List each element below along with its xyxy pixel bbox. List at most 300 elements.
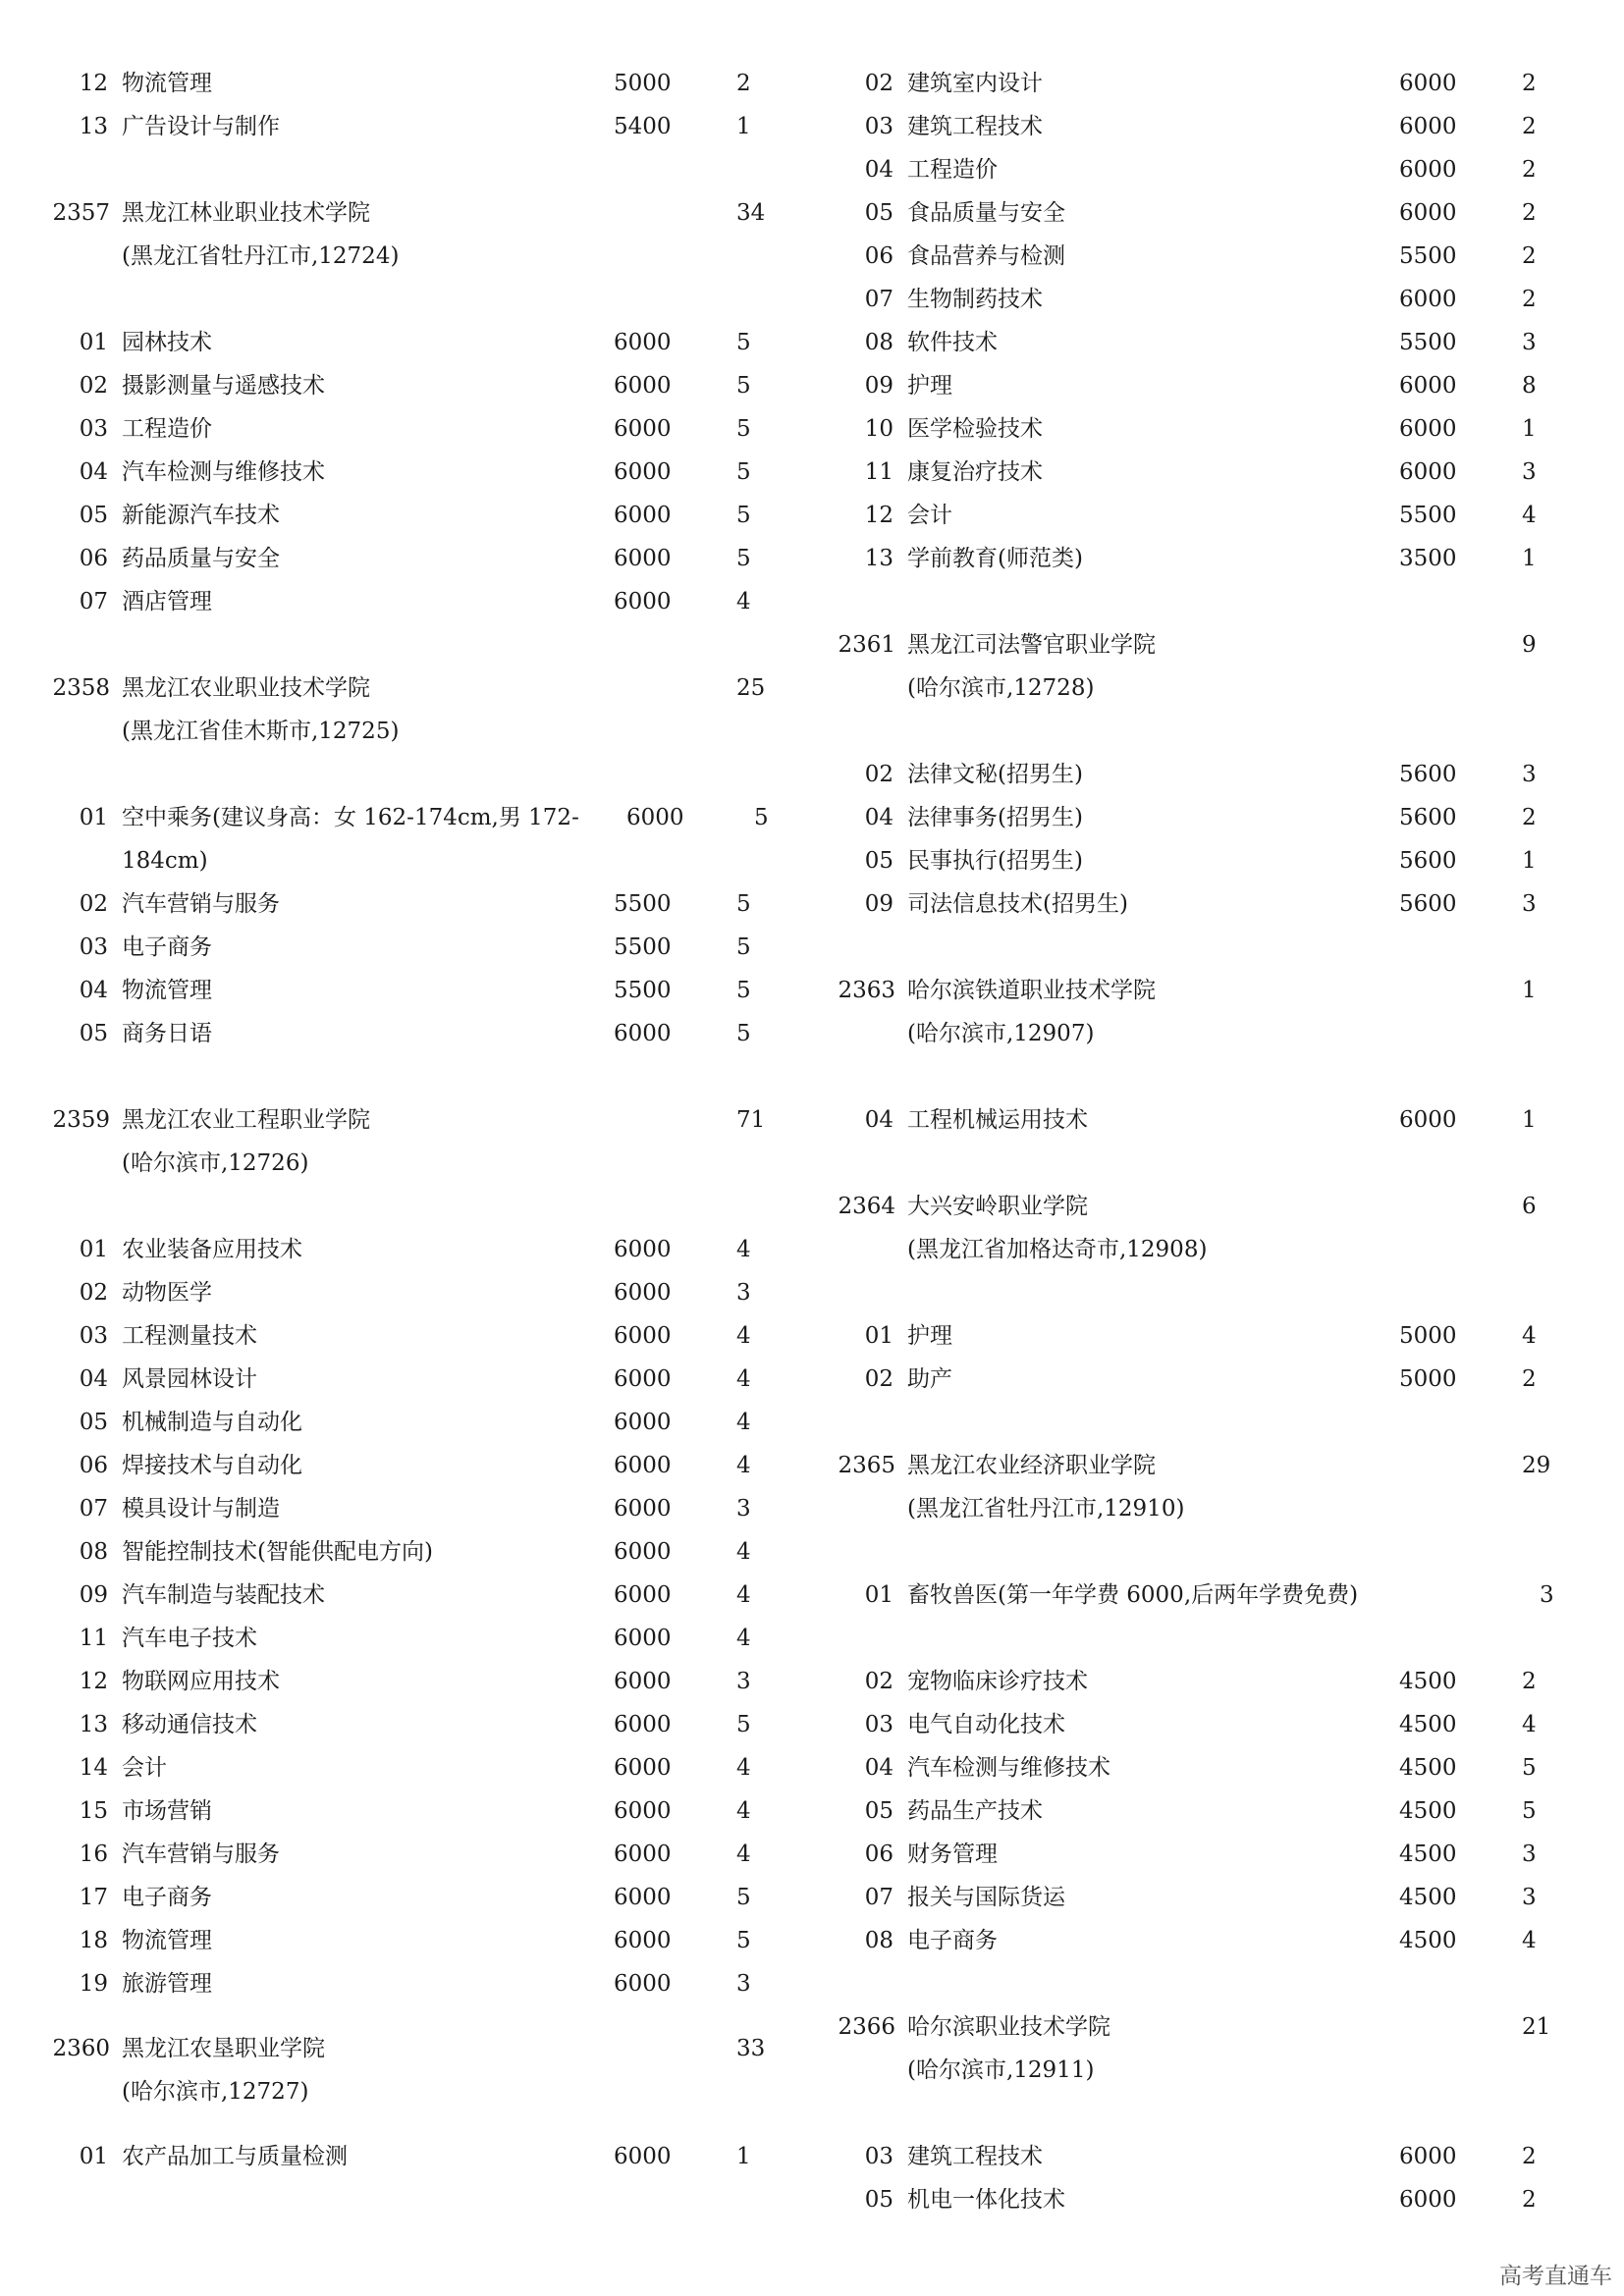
tuition-fee: 4500 <box>1399 1755 1457 1781</box>
major-code: 01 <box>79 2144 108 2169</box>
major-name: 汽车电子技术 <box>122 1626 257 1651</box>
major-code: 04 <box>864 805 893 830</box>
school-total-quota: 34 <box>736 200 766 226</box>
tuition-fee: 6000 <box>614 1971 672 1997</box>
school-code: 2360 <box>52 2036 110 2061</box>
school-row <box>825 1185 1571 1271</box>
enrollment-quota: 5 <box>736 373 751 399</box>
tuition-fee: 5600 <box>1399 762 1457 787</box>
spacer <box>825 2092 1571 2135</box>
school-location: (黑龙江省牡丹江市,12910) <box>907 1496 1185 1522</box>
tuition-fee: 6000 <box>614 416 672 442</box>
enrollment-quota: 2 <box>1522 114 1537 139</box>
enrollment-quota: 2 <box>1522 805 1537 830</box>
enrollment-quota: 4 <box>736 1582 751 1608</box>
major-name: 畜牧兽医(第一年学费 6000,后两年学费免费) <box>907 1582 1359 1608</box>
major-row <box>39 1833 785 1876</box>
school-code: 2364 <box>838 1194 895 1219</box>
major-code: 04 <box>864 157 893 183</box>
tuition-fee: 6000 <box>1399 416 1457 442</box>
major-name: 工程造价 <box>907 157 998 183</box>
major-code: 07 <box>864 1885 893 1910</box>
spacer <box>39 278 785 321</box>
tuition-fee: 6000 <box>614 1496 672 1522</box>
tuition-fee: 5500 <box>614 978 672 1003</box>
major-name: 汽车检测与维修技术 <box>122 459 325 485</box>
major-row <box>825 2178 1571 2221</box>
enrollment-quota: 3 <box>736 1280 751 1306</box>
enrollment-quota: 5 <box>736 459 751 485</box>
enrollment-quota: 4 <box>736 1755 751 1781</box>
major-row <box>39 494 785 537</box>
major-name: 生物制药技术 <box>907 287 1043 312</box>
school-code: 2357 <box>52 200 110 226</box>
spacer <box>39 623 785 667</box>
enrollment-quota: 5 <box>736 1712 751 1737</box>
school-code: 2359 <box>52 1107 110 1133</box>
major-row <box>825 537 1571 580</box>
major-code: 01 <box>864 1582 893 1608</box>
enrollment-quota: 5 <box>736 1021 751 1046</box>
major-row <box>825 839 1571 882</box>
enrollment-quota: 1 <box>1522 848 1537 874</box>
major-name: 电子商务 <box>907 1928 998 1953</box>
major-row <box>39 1703 785 1746</box>
major-row <box>825 148 1571 191</box>
major-name: 工程机械运用技术 <box>907 1107 1088 1133</box>
enrollment-quota: 4 <box>736 1539 751 1565</box>
enrollment-quota: 2 <box>1522 200 1537 226</box>
major-name: 工程造价 <box>122 416 212 442</box>
school-location: (哈尔滨市,12728) <box>907 675 1095 701</box>
school-location: (哈尔滨市,12726) <box>122 1150 309 1176</box>
major-name: 工程测量技术 <box>122 1323 257 1349</box>
major-row <box>39 1574 785 1617</box>
major-row <box>39 451 785 494</box>
tuition-fee: 6000 <box>614 2144 672 2169</box>
major-row <box>825 1098 1571 1142</box>
tuition-fee: 5000 <box>1399 1366 1457 1392</box>
major-name: 广告设计与制作 <box>122 114 280 139</box>
school-row <box>39 1098 785 1185</box>
major-name: 药品质量与安全 <box>122 546 280 571</box>
major-name: 农产品加工与质量检测 <box>122 2144 348 2169</box>
tuition-fee: 6000 <box>614 1928 672 1953</box>
school-name: 黑龙江农垦职业学院 <box>122 2036 325 2061</box>
tuition-fee: 6000 <box>1399 287 1457 312</box>
major-row <box>825 753 1571 796</box>
enrollment-quota: 3 <box>1522 330 1537 355</box>
major-name: 法律文秘(招男生) <box>907 762 1083 787</box>
enrollment-quota: 5 <box>754 805 769 830</box>
major-code: 05 <box>864 2187 893 2213</box>
major-code: 01 <box>79 1237 108 1262</box>
major-name: 机电一体化技术 <box>907 2187 1065 2213</box>
major-name: 司法信息技术(招男生) <box>907 891 1128 917</box>
tuition-fee: 6000 <box>1399 157 1457 183</box>
major-name: 物联网应用技术 <box>122 1669 280 1694</box>
major-code: 10 <box>864 416 893 442</box>
enrollment-quota: 3 <box>1522 1842 1537 1867</box>
school-row <box>825 623 1571 710</box>
major-name: 汽车营销与服务 <box>122 1842 280 1867</box>
major-name: 建筑室内设计 <box>907 71 1043 96</box>
spacer <box>825 1142 1571 1185</box>
major-row <box>825 494 1571 537</box>
enrollment-quota: 1 <box>736 2144 751 2169</box>
tuition-fee: 6000 <box>1399 459 1457 485</box>
tuition-fee: 4500 <box>1399 1798 1457 1824</box>
major-code: 11 <box>79 1626 108 1651</box>
major-row <box>825 2135 1571 2178</box>
major-name: 会计 <box>907 503 952 528</box>
tuition-fee: 6000 <box>626 805 684 830</box>
school-row <box>39 191 785 278</box>
major-code: 05 <box>79 503 108 528</box>
enrollment-quota: 4 <box>736 1410 751 1435</box>
school-name: 大兴安岭职业学院 <box>907 1194 1088 1219</box>
school-name: 黑龙江农业职业技术学院 <box>122 675 370 701</box>
school-code: 2358 <box>52 675 110 701</box>
enrollment-quota: 5 <box>736 546 751 571</box>
school-name: 哈尔滨职业技术学院 <box>907 2014 1110 2040</box>
major-row <box>825 1703 1571 1746</box>
school-total-quota: 33 <box>736 2036 766 2061</box>
tuition-fee: 6000 <box>1399 71 1457 96</box>
school-name: 黑龙江林业职业技术学院 <box>122 200 370 226</box>
major-code: 03 <box>79 934 108 960</box>
school-total-quota: 6 <box>1522 1194 1537 1219</box>
tuition-fee: 5500 <box>614 891 672 917</box>
major-code: 06 <box>79 546 108 571</box>
major-name: 新能源汽车技术 <box>122 503 280 528</box>
tuition-fee: 6000 <box>614 373 672 399</box>
school-total-quota: 9 <box>1522 632 1537 658</box>
enrollment-quota: 4 <box>1522 1928 1537 1953</box>
enrollment-quota: 2 <box>1522 157 1537 183</box>
tuition-fee: 4500 <box>1399 1842 1457 1867</box>
enrollment-quota: 1 <box>1522 546 1537 571</box>
major-code: 08 <box>79 1539 108 1565</box>
major-row <box>825 1919 1571 1962</box>
major-name: 智能控制技术(智能供配电方向) <box>122 1539 433 1565</box>
major-code: 03 <box>864 1712 893 1737</box>
major-code: 07 <box>864 287 893 312</box>
major-name: 学前教育(师范类) <box>907 546 1083 571</box>
tuition-fee: 6000 <box>614 459 672 485</box>
major-name: 焊接技术与自动化 <box>122 1453 302 1478</box>
tuition-fee: 3500 <box>1399 546 1457 571</box>
major-code: 02 <box>864 71 893 96</box>
major-code: 03 <box>79 1323 108 1349</box>
tuition-fee: 6000 <box>614 330 672 355</box>
school-code: 2365 <box>838 1453 895 1478</box>
major-name: 农业装备应用技术 <box>122 1237 302 1262</box>
tuition-fee: 5000 <box>1399 1323 1457 1349</box>
enrollment-quota: 3 <box>736 1971 751 1997</box>
enrollment-quota: 5 <box>736 978 751 1003</box>
tuition-fee: 6000 <box>614 1366 672 1392</box>
major-code: 08 <box>864 330 893 355</box>
major-code: 02 <box>864 1669 893 1694</box>
major-name: 园林技术 <box>122 330 212 355</box>
tuition-fee: 4500 <box>1399 1885 1457 1910</box>
tuition-fee: 6000 <box>1399 373 1457 399</box>
spacer <box>825 1401 1571 1444</box>
enrollment-quota: 4 <box>736 1237 751 1262</box>
major-code: 04 <box>864 1755 893 1781</box>
enrollment-quota: 3 <box>1522 459 1537 485</box>
tuition-fee: 6000 <box>614 1410 672 1435</box>
major-row <box>39 105 785 148</box>
major-name: 摄影测量与遥感技术 <box>122 373 325 399</box>
major-name: 护理 <box>907 1323 952 1349</box>
major-name: 汽车检测与维修技术 <box>907 1755 1110 1781</box>
major-code: 07 <box>79 589 108 614</box>
tuition-fee: 6000 <box>614 1626 672 1651</box>
tuition-fee: 6000 <box>614 1885 672 1910</box>
major-code: 12 <box>864 503 893 528</box>
school-total-quota: 25 <box>736 675 766 701</box>
major-code: 06 <box>79 1453 108 1478</box>
tuition-fee: 6000 <box>614 1237 672 1262</box>
school-code: 2361 <box>838 632 895 658</box>
major-name: 建筑工程技术 <box>907 2144 1043 2169</box>
major-name: 药品生产技术 <box>907 1798 1043 1824</box>
enrollment-quota: 1 <box>736 114 751 139</box>
spacer <box>825 1962 1571 2005</box>
major-name: 软件技术 <box>907 330 998 355</box>
major-code: 06 <box>864 1842 893 1867</box>
major-name: 电子商务 <box>122 1885 212 1910</box>
major-row <box>825 1574 1571 1660</box>
major-code: 17 <box>79 1885 108 1910</box>
spacer <box>39 1185 785 1228</box>
major-name: 动物医学 <box>122 1280 212 1306</box>
major-name: 食品质量与安全 <box>907 200 1065 226</box>
major-code: 11 <box>864 459 893 485</box>
major-name: 财务管理 <box>907 1842 998 1867</box>
enrollment-quota: 5 <box>736 891 751 917</box>
enrollment-quota: 5 <box>736 1928 751 1953</box>
tuition-fee: 6000 <box>614 1842 672 1867</box>
enrollment-quota: 3 <box>736 1496 751 1522</box>
tuition-fee: 6000 <box>1399 200 1457 226</box>
major-row <box>825 407 1571 451</box>
major-name: 物流管理 <box>122 1928 212 1953</box>
tuition-fee: 5500 <box>614 934 672 960</box>
school-location: (黑龙江省牡丹江市,12724) <box>122 243 400 269</box>
enrollment-quota: 4 <box>736 1366 751 1392</box>
watermark: 高考直通车 <box>1499 2264 1612 2289</box>
major-code: 04 <box>79 978 108 1003</box>
major-name: 汽车营销与服务 <box>122 891 280 917</box>
tuition-fee: 6000 <box>614 589 672 614</box>
major-code: 03 <box>864 2144 893 2169</box>
tuition-fee: 5500 <box>1399 243 1457 269</box>
tuition-fee: 6000 <box>614 1582 672 1608</box>
enrollment-quota: 3 <box>1522 762 1537 787</box>
major-code: 13 <box>79 1712 108 1737</box>
major-name: 食品营养与检测 <box>907 243 1065 269</box>
spacer <box>825 1530 1571 1574</box>
enrollment-quota: 4 <box>736 1842 751 1867</box>
major-row <box>39 321 785 364</box>
major-code: 05 <box>864 200 893 226</box>
major-code: 05 <box>864 1798 893 1824</box>
major-code: 09 <box>79 1582 108 1608</box>
major-name: 宠物临床诊疗技术 <box>907 1669 1088 1694</box>
major-name: 建筑工程技术 <box>907 114 1043 139</box>
school-location: (黑龙江省加格达奇市,12908) <box>907 1237 1208 1262</box>
major-code: 04 <box>864 1107 893 1133</box>
major-row <box>39 1487 785 1530</box>
major-row <box>825 1746 1571 1789</box>
major-row <box>39 1919 785 1962</box>
major-name: 风景园林设计 <box>122 1366 257 1392</box>
major-code: 09 <box>864 373 893 399</box>
major-row <box>39 1444 785 1487</box>
enrollment-quota: 3 <box>1540 1582 1554 1608</box>
enrollment-quota: 2 <box>1522 2144 1537 2169</box>
major-row <box>39 926 785 969</box>
school-name: 黑龙江农业工程职业学院 <box>122 1107 370 1133</box>
major-code: 03 <box>79 416 108 442</box>
major-row <box>39 1358 785 1401</box>
spacer <box>825 710 1571 753</box>
major-row <box>825 278 1571 321</box>
major-row <box>39 537 785 580</box>
major-code: 14 <box>79 1755 108 1781</box>
major-row <box>39 407 785 451</box>
major-code: 03 <box>864 114 893 139</box>
major-code: 12 <box>79 1669 108 1694</box>
tuition-fee: 5600 <box>1399 891 1457 917</box>
tuition-fee: 6000 <box>1399 114 1457 139</box>
tuition-fee: 5600 <box>1399 805 1457 830</box>
enrollment-quota: 5 <box>736 416 751 442</box>
major-name: 商务日语 <box>122 1021 212 1046</box>
major-row <box>39 1962 785 2005</box>
major-row <box>39 1012 785 1055</box>
major-name: 空中乘务(建议身高：女 162-174cm,男 172-184cm) <box>122 805 579 874</box>
major-name: 电子商务 <box>122 934 212 960</box>
major-name: 旅游管理 <box>122 1971 212 1997</box>
major-name: 医学检验技术 <box>907 416 1043 442</box>
major-code: 08 <box>864 1928 893 1953</box>
major-name: 物流管理 <box>122 978 212 1003</box>
school-total-quota: 29 <box>1522 1453 1551 1478</box>
spacer <box>39 2113 785 2135</box>
major-code: 05 <box>864 848 893 874</box>
left-column <box>39 62 785 2178</box>
major-name: 电气自动化技术 <box>907 1712 1065 1737</box>
tuition-fee: 6000 <box>614 1539 672 1565</box>
major-row <box>39 1746 785 1789</box>
enrollment-quota: 3 <box>1522 891 1537 917</box>
spacer <box>39 1055 785 1098</box>
major-row <box>39 882 785 926</box>
major-row <box>39 796 785 882</box>
major-name: 康复治疗技术 <box>907 459 1043 485</box>
major-code: 01 <box>864 1323 893 1349</box>
major-row <box>825 235 1571 278</box>
enrollment-quota: 1 <box>1522 416 1537 442</box>
tuition-fee: 4500 <box>1399 1712 1457 1737</box>
major-code: 01 <box>79 805 108 830</box>
enrollment-quota: 4 <box>736 1626 751 1651</box>
major-row <box>39 1876 785 1919</box>
tuition-fee: 5500 <box>1399 330 1457 355</box>
major-row <box>825 1358 1571 1401</box>
school-total-quota: 21 <box>1522 2014 1551 2040</box>
major-name: 汽车制造与装配技术 <box>122 1582 325 1608</box>
major-name: 助产 <box>907 1366 952 1392</box>
school-name: 哈尔滨铁道职业技术学院 <box>907 978 1156 1003</box>
school-row <box>825 969 1571 1055</box>
school-name: 黑龙江农业经济职业学院 <box>907 1453 1156 1478</box>
major-row <box>825 1876 1571 1919</box>
enrollment-quota: 2 <box>1522 287 1537 312</box>
tuition-fee: 6000 <box>614 1323 672 1349</box>
tuition-fee: 6000 <box>1399 2187 1457 2213</box>
enrollment-quota: 5 <box>736 1885 751 1910</box>
major-code: 07 <box>79 1496 108 1522</box>
major-row <box>39 1617 785 1660</box>
major-name: 移动通信技术 <box>122 1712 257 1737</box>
school-location: (哈尔滨市,12907) <box>907 1021 1095 1046</box>
school-total-quota: 1 <box>1522 978 1537 1003</box>
major-row <box>825 1789 1571 1833</box>
spacer <box>825 580 1571 623</box>
major-code: 05 <box>79 1021 108 1046</box>
major-name: 法律事务(招男生) <box>907 805 1083 830</box>
major-code: 15 <box>79 1798 108 1824</box>
school-name: 黑龙江司法警官职业学院 <box>907 632 1156 658</box>
major-row <box>39 580 785 623</box>
tuition-fee: 6000 <box>614 1712 672 1737</box>
major-row <box>39 1530 785 1574</box>
major-row <box>825 796 1571 839</box>
major-row <box>825 364 1571 407</box>
major-code: 16 <box>79 1842 108 1867</box>
enrollment-quota: 4 <box>1522 503 1537 528</box>
major-row <box>825 1314 1571 1358</box>
tuition-fee: 4500 <box>1399 1928 1457 1953</box>
major-row <box>825 321 1571 364</box>
school-row <box>39 2027 785 2113</box>
spacer <box>825 1271 1571 1314</box>
enrollment-quota: 5 <box>1522 1798 1537 1824</box>
major-name: 市场营销 <box>122 1798 212 1824</box>
major-code: 19 <box>79 1971 108 1997</box>
spacer <box>39 2005 785 2027</box>
spacer <box>39 753 785 796</box>
school-code: 2366 <box>838 2014 895 2040</box>
enrollment-quota: 5 <box>736 330 751 355</box>
enrollment-quota: 8 <box>1522 373 1537 399</box>
spacer <box>39 148 785 191</box>
major-name: 物流管理 <box>122 71 212 96</box>
tuition-fee: 5500 <box>1399 503 1457 528</box>
major-name: 机械制造与自动化 <box>122 1410 302 1435</box>
school-row <box>39 667 785 753</box>
major-row <box>825 105 1571 148</box>
major-code: 02 <box>864 762 893 787</box>
enrollment-quota: 4 <box>736 1323 751 1349</box>
major-name: 模具设计与制造 <box>122 1496 280 1522</box>
major-code: 02 <box>864 1366 893 1392</box>
